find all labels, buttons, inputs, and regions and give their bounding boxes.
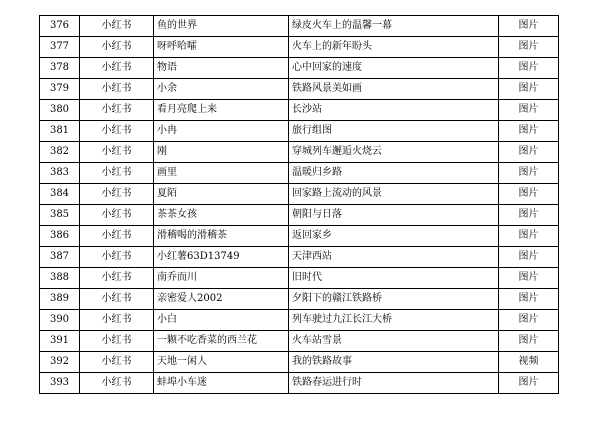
content-type-cell: 图片 <box>499 310 559 331</box>
row-number-cell: 391 <box>40 331 80 352</box>
platform-cell: 小红书 <box>80 37 154 58</box>
content-type-cell: 图片 <box>499 121 559 142</box>
platform-cell: 小红书 <box>80 16 154 37</box>
table-row <box>40 121 559 142</box>
platform-cell: 小红书 <box>80 247 154 268</box>
title-cell: 心中回家的速度 <box>289 58 499 79</box>
title-cell: 朝阳与日落 <box>289 205 499 226</box>
platform-cell: 小红书 <box>80 121 154 142</box>
platform-cell: 小红书 <box>80 142 154 163</box>
title-cell: 长沙站 <box>289 100 499 121</box>
row-number-cell: 387 <box>40 247 80 268</box>
row-number-cell: 382 <box>40 142 80 163</box>
platform-cell: 小红书 <box>80 100 154 121</box>
row-number-cell: 392 <box>40 352 80 373</box>
title-cell: 火车上的新年盼头 <box>289 37 499 58</box>
title-cell: 铁路风景美如画 <box>289 79 499 100</box>
content-type-cell: 图片 <box>499 331 559 352</box>
content-type-cell: 图片 <box>499 373 559 394</box>
table-row <box>40 310 559 331</box>
table-row <box>40 205 559 226</box>
row-number-cell: 388 <box>40 268 80 289</box>
row-number-cell: 380 <box>40 100 80 121</box>
platform-cell: 小红书 <box>80 163 154 184</box>
author-cell: 小余 <box>154 79 289 100</box>
author-cell: 茶茶女孩 <box>154 205 289 226</box>
title-cell: 我的铁路故事 <box>289 352 499 373</box>
author-cell: 滑稽喝的滑稽茶 <box>154 226 289 247</box>
content-type-cell: 图片 <box>499 289 559 310</box>
content-type-cell: 图片 <box>499 247 559 268</box>
title-cell: 旅行组图 <box>289 121 499 142</box>
title-cell: 返回家乡 <box>289 226 499 247</box>
author-cell: 小白 <box>154 310 289 331</box>
title-cell: 穿城列车邂逅火烧云 <box>289 142 499 163</box>
row-number-cell: 390 <box>40 310 80 331</box>
title-cell: 火车站雪景 <box>289 331 499 352</box>
table-row <box>40 352 559 373</box>
table-row <box>40 142 559 163</box>
content-type-cell: 图片 <box>499 142 559 163</box>
platform-cell: 小红书 <box>80 268 154 289</box>
table-row <box>40 247 559 268</box>
author-cell: 鱼的世界 <box>154 16 289 37</box>
title-cell: 夕阳下的赣江铁路桥 <box>289 289 499 310</box>
author-cell: 亲密爱人2002 <box>154 289 289 310</box>
table-row <box>40 58 559 79</box>
author-cell: 南乔而川 <box>154 268 289 289</box>
content-type-cell: 图片 <box>499 58 559 79</box>
table-row <box>40 289 559 310</box>
content-type-cell: 图片 <box>499 268 559 289</box>
table-row <box>40 331 559 352</box>
author-cell: 画里 <box>154 163 289 184</box>
table-row <box>40 37 559 58</box>
title-cell: 绿皮火车上的温馨一幕 <box>289 16 499 37</box>
table-row <box>40 373 559 394</box>
table-row <box>40 100 559 121</box>
author-cell: 刚 <box>154 142 289 163</box>
content-type-cell: 图片 <box>499 184 559 205</box>
platform-cell: 小红书 <box>80 352 154 373</box>
row-number-cell: 384 <box>40 184 80 205</box>
table-row <box>40 268 559 289</box>
platform-cell: 小红书 <box>80 289 154 310</box>
title-cell: 列车驶过九江长江大桥 <box>289 310 499 331</box>
records-table-body <box>40 16 559 394</box>
row-number-cell: 386 <box>40 226 80 247</box>
row-number-cell: 377 <box>40 37 80 58</box>
row-number-cell: 381 <box>40 121 80 142</box>
title-cell: 温暖归乡路 <box>289 163 499 184</box>
row-number-cell: 383 <box>40 163 80 184</box>
table-row <box>40 184 559 205</box>
content-type-cell: 图片 <box>499 205 559 226</box>
title-cell: 天津西站 <box>289 247 499 268</box>
author-cell: 蚌埠小车迷 <box>154 373 289 394</box>
platform-cell: 小红书 <box>80 331 154 352</box>
author-cell: 夏陌 <box>154 184 289 205</box>
platform-cell: 小红书 <box>80 58 154 79</box>
content-type-cell: 图片 <box>499 37 559 58</box>
table-row <box>40 79 559 100</box>
platform-cell: 小红书 <box>80 205 154 226</box>
author-cell: 看月亮爬上来 <box>154 100 289 121</box>
title-cell: 回家路上流动的风景 <box>289 184 499 205</box>
platform-cell: 小红书 <box>80 373 154 394</box>
content-type-cell: 图片 <box>499 16 559 37</box>
author-cell: 小红薯63D13749 <box>154 247 289 268</box>
row-number-cell: 376 <box>40 16 80 37</box>
table-row <box>40 163 559 184</box>
title-cell: 旧时代 <box>289 268 499 289</box>
author-cell: 小冉 <box>154 121 289 142</box>
records-table <box>39 15 559 394</box>
platform-cell: 小红书 <box>80 79 154 100</box>
author-cell: 天地一闲人 <box>154 352 289 373</box>
content-type-cell: 视频 <box>499 352 559 373</box>
content-type-cell: 图片 <box>499 100 559 121</box>
row-number-cell: 385 <box>40 205 80 226</box>
content-type-cell: 图片 <box>499 79 559 100</box>
platform-cell: 小红书 <box>80 226 154 247</box>
platform-cell: 小红书 <box>80 310 154 331</box>
author-cell: 呀呼哈嚯 <box>154 37 289 58</box>
author-cell: 物语 <box>154 58 289 79</box>
row-number-cell: 393 <box>40 373 80 394</box>
row-number-cell: 389 <box>40 289 80 310</box>
row-number-cell: 378 <box>40 58 80 79</box>
table-row <box>40 16 559 37</box>
platform-cell: 小红书 <box>80 184 154 205</box>
content-type-cell: 图片 <box>499 226 559 247</box>
author-cell: 一颗不吃香菜的西兰花 <box>154 331 289 352</box>
content-type-cell: 图片 <box>499 163 559 184</box>
row-number-cell: 379 <box>40 79 80 100</box>
table-row <box>40 226 559 247</box>
title-cell: 铁路春运进行时 <box>289 373 499 394</box>
